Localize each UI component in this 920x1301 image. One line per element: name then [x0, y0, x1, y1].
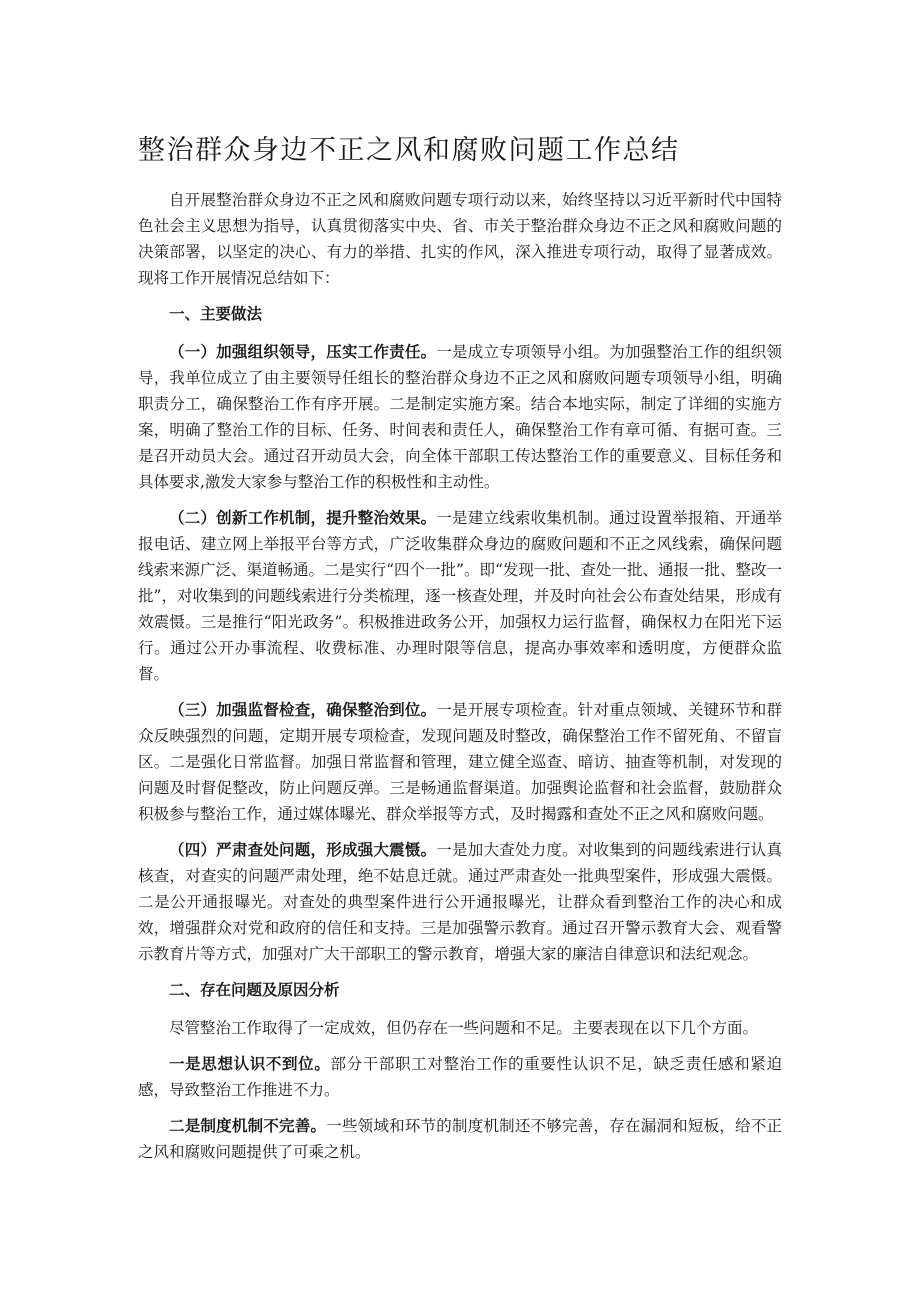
intro-paragraph: 自开展整治群众身边不正之风和腐败问题专项行动以来，始终坚持以习近平新时代中国特色社会主义思想为指导，认真贯彻落实中央、省、市关于整治群众身边不正之风和腐败问题的决策部署，以坚定的决心、有力的举措、扎实的作风，深入推进专项行动，取得了显著成效。现将工作开展情况总结如下： — [138, 191, 782, 287]
practice-text-3: 一是开展专项检查。针对重点领域、关键环节和群众反映强烈的问题，定期开展专项检查，发现问题及时整改，确保整治工作不留死角、不留盲区。二是强化日常监督。加强日常监督和管理，建立健全巡查、暗访、抽查等机制，对发现的问题及时督促整改，防止问题反弹。三是畅通监督渠道。加强舆论监督和社会监督，鼓励群众积极参与整治工作，通过媒体曝光、群众举报等方式，及时揭露和查处不正之风和腐败问题。 — [138, 701, 782, 823]
problem-paragraph-1 — [138, 1051, 782, 1103]
practice-lead-3: （三）加强监督检查，确保整治到位。 — [169, 701, 437, 719]
problem-lead-1: 一是思想认识不到位。 — [169, 1055, 331, 1073]
practice-paragraph-4 — [138, 837, 782, 967]
problem-paragraph-2 — [138, 1113, 782, 1165]
section-heading-problems: 二、存在问题及原因分析 — [169, 981, 340, 999]
practice-paragraph-3 — [138, 697, 782, 827]
problem-text-1: 部分干部职工对整治工作的重要性认识不足，缺乏责任感和紧迫感，导致整治工作推进不力。 — [138, 1055, 782, 1099]
practice-paragraph-2 — [138, 505, 782, 687]
document-title: 整治群众身边不正之风和腐败问题工作总结 — [138, 135, 680, 166]
practice-text-1: 一是成立专项领导小组。为加强整治工作的组织领导，我单位成立了由主要领导任组长的整治群众身边不正之风和腐败问题专项领导小组，明确职责分工，确保整治工作有序开展。二是制定实施方案。结合本地实际，制定了详细的实施方案，明确了整治工作的目标、任务、时间表和责任人，确保整治工作有章可循、有据可查。三是召开动员大会。通过召开动员大会，向全体干部职工传达整治工作的重要意义、目标任务和具体要求,激发大家参与整治工作的积极性和主动性。 — [138, 343, 782, 491]
practice-lead-2: （二）创新工作机制，提升整治效果。 — [169, 509, 437, 527]
problem-lead-2: 二是制度机制不完善。 — [169, 1117, 327, 1135]
problem-text-2: 一些领域和环节的制度机制还不够完善，存在漏洞和短板，给不正之风和腐败问题提供了可乘之机。 — [138, 1117, 782, 1161]
practice-text-4: 一是加大查处力度。对收集到的问题线索进行认真核查，对查实的问题严肃处理，绝不姑息迁就。通过严肃查处一批典型案件，形成强大震慑。二是公开通报曝光。对查处的典型案件进行公开通报曝光，让群众看到整治工作的决心和成效，增强群众对党和政府的信任和支持。三是加强警示教育。通过召开警示教育大会、观看警示教育片等方式，加强对广大干部职工的警示教育，增强大家的廉洁自律意识和法纪观念。 — [138, 841, 782, 963]
problems-intro-paragraph: 尽管整治工作取得了一定成效，但仍存在一些问题和不足。主要表现在以下几个方面。 — [169, 1019, 759, 1037]
section-heading-main-practices: 一、主要做法 — [169, 305, 263, 323]
practice-paragraph-1 — [138, 339, 782, 495]
practice-lead-4: （四）严肃查处问题，形成强大震慑。 — [169, 841, 437, 859]
practice-lead-1: （一）加强组织领导，压实工作责任。 — [169, 343, 437, 361]
practice-text-2: 一是建立线索收集机制。通过设置举报箱、开通举报电话、建立网上举报平台等方式，广泛收集群众身边的腐败问题和不正之风线索，确保问题线索来源广泛、渠道畅通。二是实行“四个一批”。即“发现一批、查处一批、通报一批、整改一批”，对收集到的问题线索进行分类梳理，逐一核查处理，并及时向社会公布查处结果，形成有效震慑。三是推行“阳光政务”。积极推进政务公开，加强权力运行监督，确保权力在阳光下运行。通过公开办事流程、收费标准、办理时限等信息，提高办事效率和透明度，方便群众监督。 — [138, 509, 782, 683]
